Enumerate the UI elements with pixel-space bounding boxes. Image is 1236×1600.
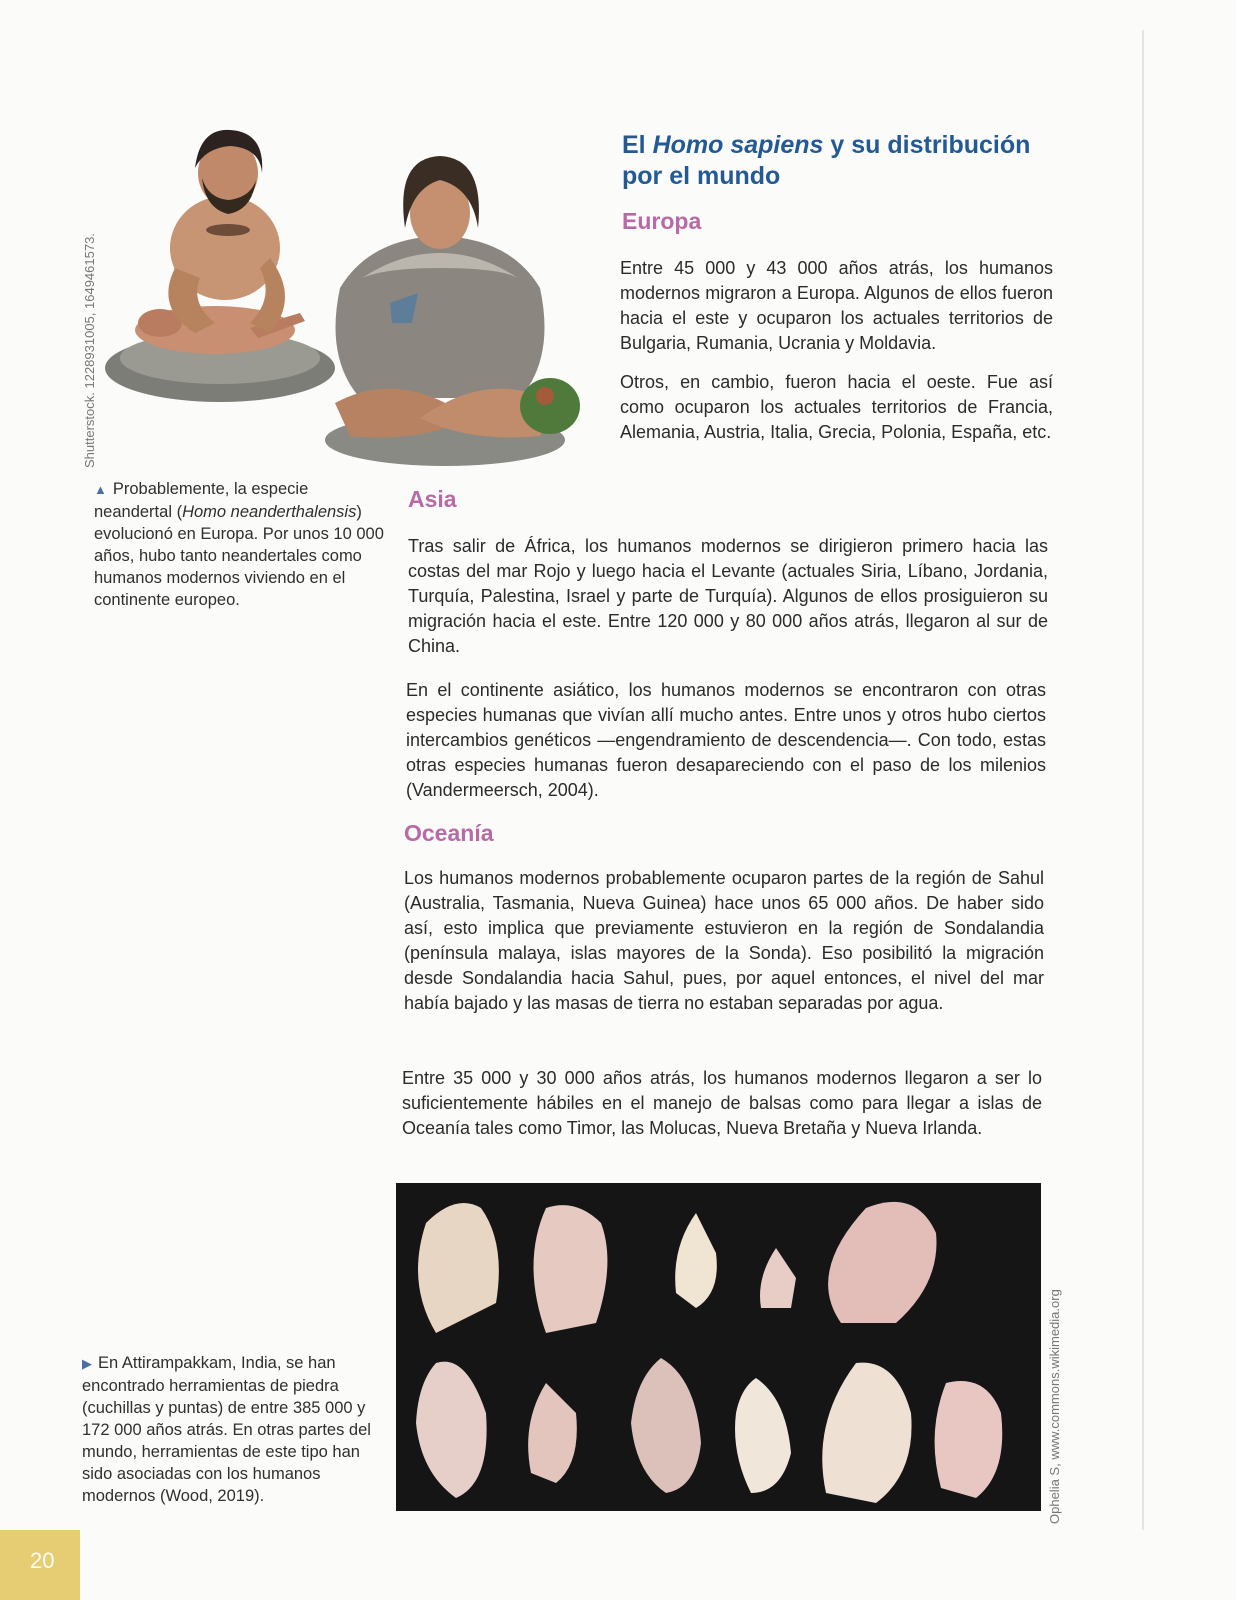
- section-heading-asia: Asia: [408, 486, 457, 512]
- neandertal-illustration: [100, 118, 600, 478]
- page-title: El Homo sapiens y su distribución por el mundo: [622, 131, 1031, 190]
- neandertal-caption: ▲ Probablemente, la especie neandertal (Homo neanderthalensis) evolucionó en Europa. Por unos 10 000 años, hubo tanto neandertales como humanos modernos viviendo en el continente europeo.: [94, 480, 384, 609]
- asia-paragraph-2: En el continente asiático, los humanos modernos se encontraron con otras especies humanas que vivían allí mucho antes. Entre unos y otros hubo ciertos intercambios genéticos —engendramiento de descendencia—. Con todo, estas otras especies humanas fueron desapareciendo con el paso de los milenios (Vandermeersch, 2004).: [406, 680, 1046, 800]
- triangle-right-icon: ▶: [82, 1356, 92, 1371]
- section-heading-oceania: Oceanía: [404, 820, 494, 846]
- asia-paragraph-1: Tras salir de África, los humanos modernos se dirigieron primero hacia las costas del mar Rojo y luego hacia el Levante (actuales Siria, Líbano, Jordania, Turquía, Palestina, Israel y parte de Turquía). Algunos de ellos prosiguieron su migración hacia el este. Entre 120 000 y 80 000 años atrás, llegaron al sur de China.: [408, 536, 1048, 656]
- photo-credit-left: Shutterstock. 1228931005, 1649461573.: [82, 233, 97, 468]
- page-number: 20: [30, 1548, 55, 1573]
- photo-credit-right: Ophelia S, www.commons.wikimedia.org: [1047, 1289, 1062, 1524]
- europa-paragraph-1: Entre 45 000 y 43 000 años atrás, los humanos modernos migraron a Europa. Algunos de ellos fueron hacia el este y ocuparon los actuales territorios de Bulgaria, Rumania, Ucrania y Moldavia.: [620, 258, 1053, 353]
- stone-tools-photo: [396, 1183, 1041, 1511]
- stone-tools-caption: ▶ En Attirampakkam, India, se han encontrado herramientas de piedra (cuchillas y puntas) de entre 385 000 y 172 000 años atrás. En otras partes del mundo, herramientas de este tipo han sido asociadas con los humanos modernos (Wood, 2019).: [82, 1354, 371, 1505]
- section-heading-europa: Europa: [622, 208, 702, 234]
- page-edge-line: [1142, 30, 1144, 1530]
- triangle-up-icon: ▲: [94, 482, 107, 497]
- europa-paragraph-2: Otros, en cambio, fueron hacia el oeste. Fue así como ocuparon los actuales territorios de Francia, Alemania, Austria, Italia, Grecia, Polonia, España, etc.: [620, 372, 1053, 442]
- oceania-paragraph-1: Los humanos modernos probablemente ocuparon partes de la región de Sahul (Australia, Tasmania, Nueva Guinea) hace unos 65 000 años. De haber sido así, esto implica que previamente estuvieron en la región de Sondalandia (península malaya, islas mayores de la Sonda). Eso posibilitó la migración desde Sondalandia hacia Sahul, pues, por aquel entonces, el nivel del mar había bajado y las masas de tierra no estaban separadas por agua.: [404, 868, 1044, 1013]
- page-number-badge: [0, 1530, 80, 1600]
- oceania-paragraph-2: Entre 35 000 y 30 000 años atrás, los humanos modernos llegaron a ser lo suficientemente hábiles en el manejo de balsas como para llegar a islas de Oceanía tales como Timor, las Molucas, Nueva Bretaña y Nueva Irlanda.: [402, 1068, 1042, 1138]
